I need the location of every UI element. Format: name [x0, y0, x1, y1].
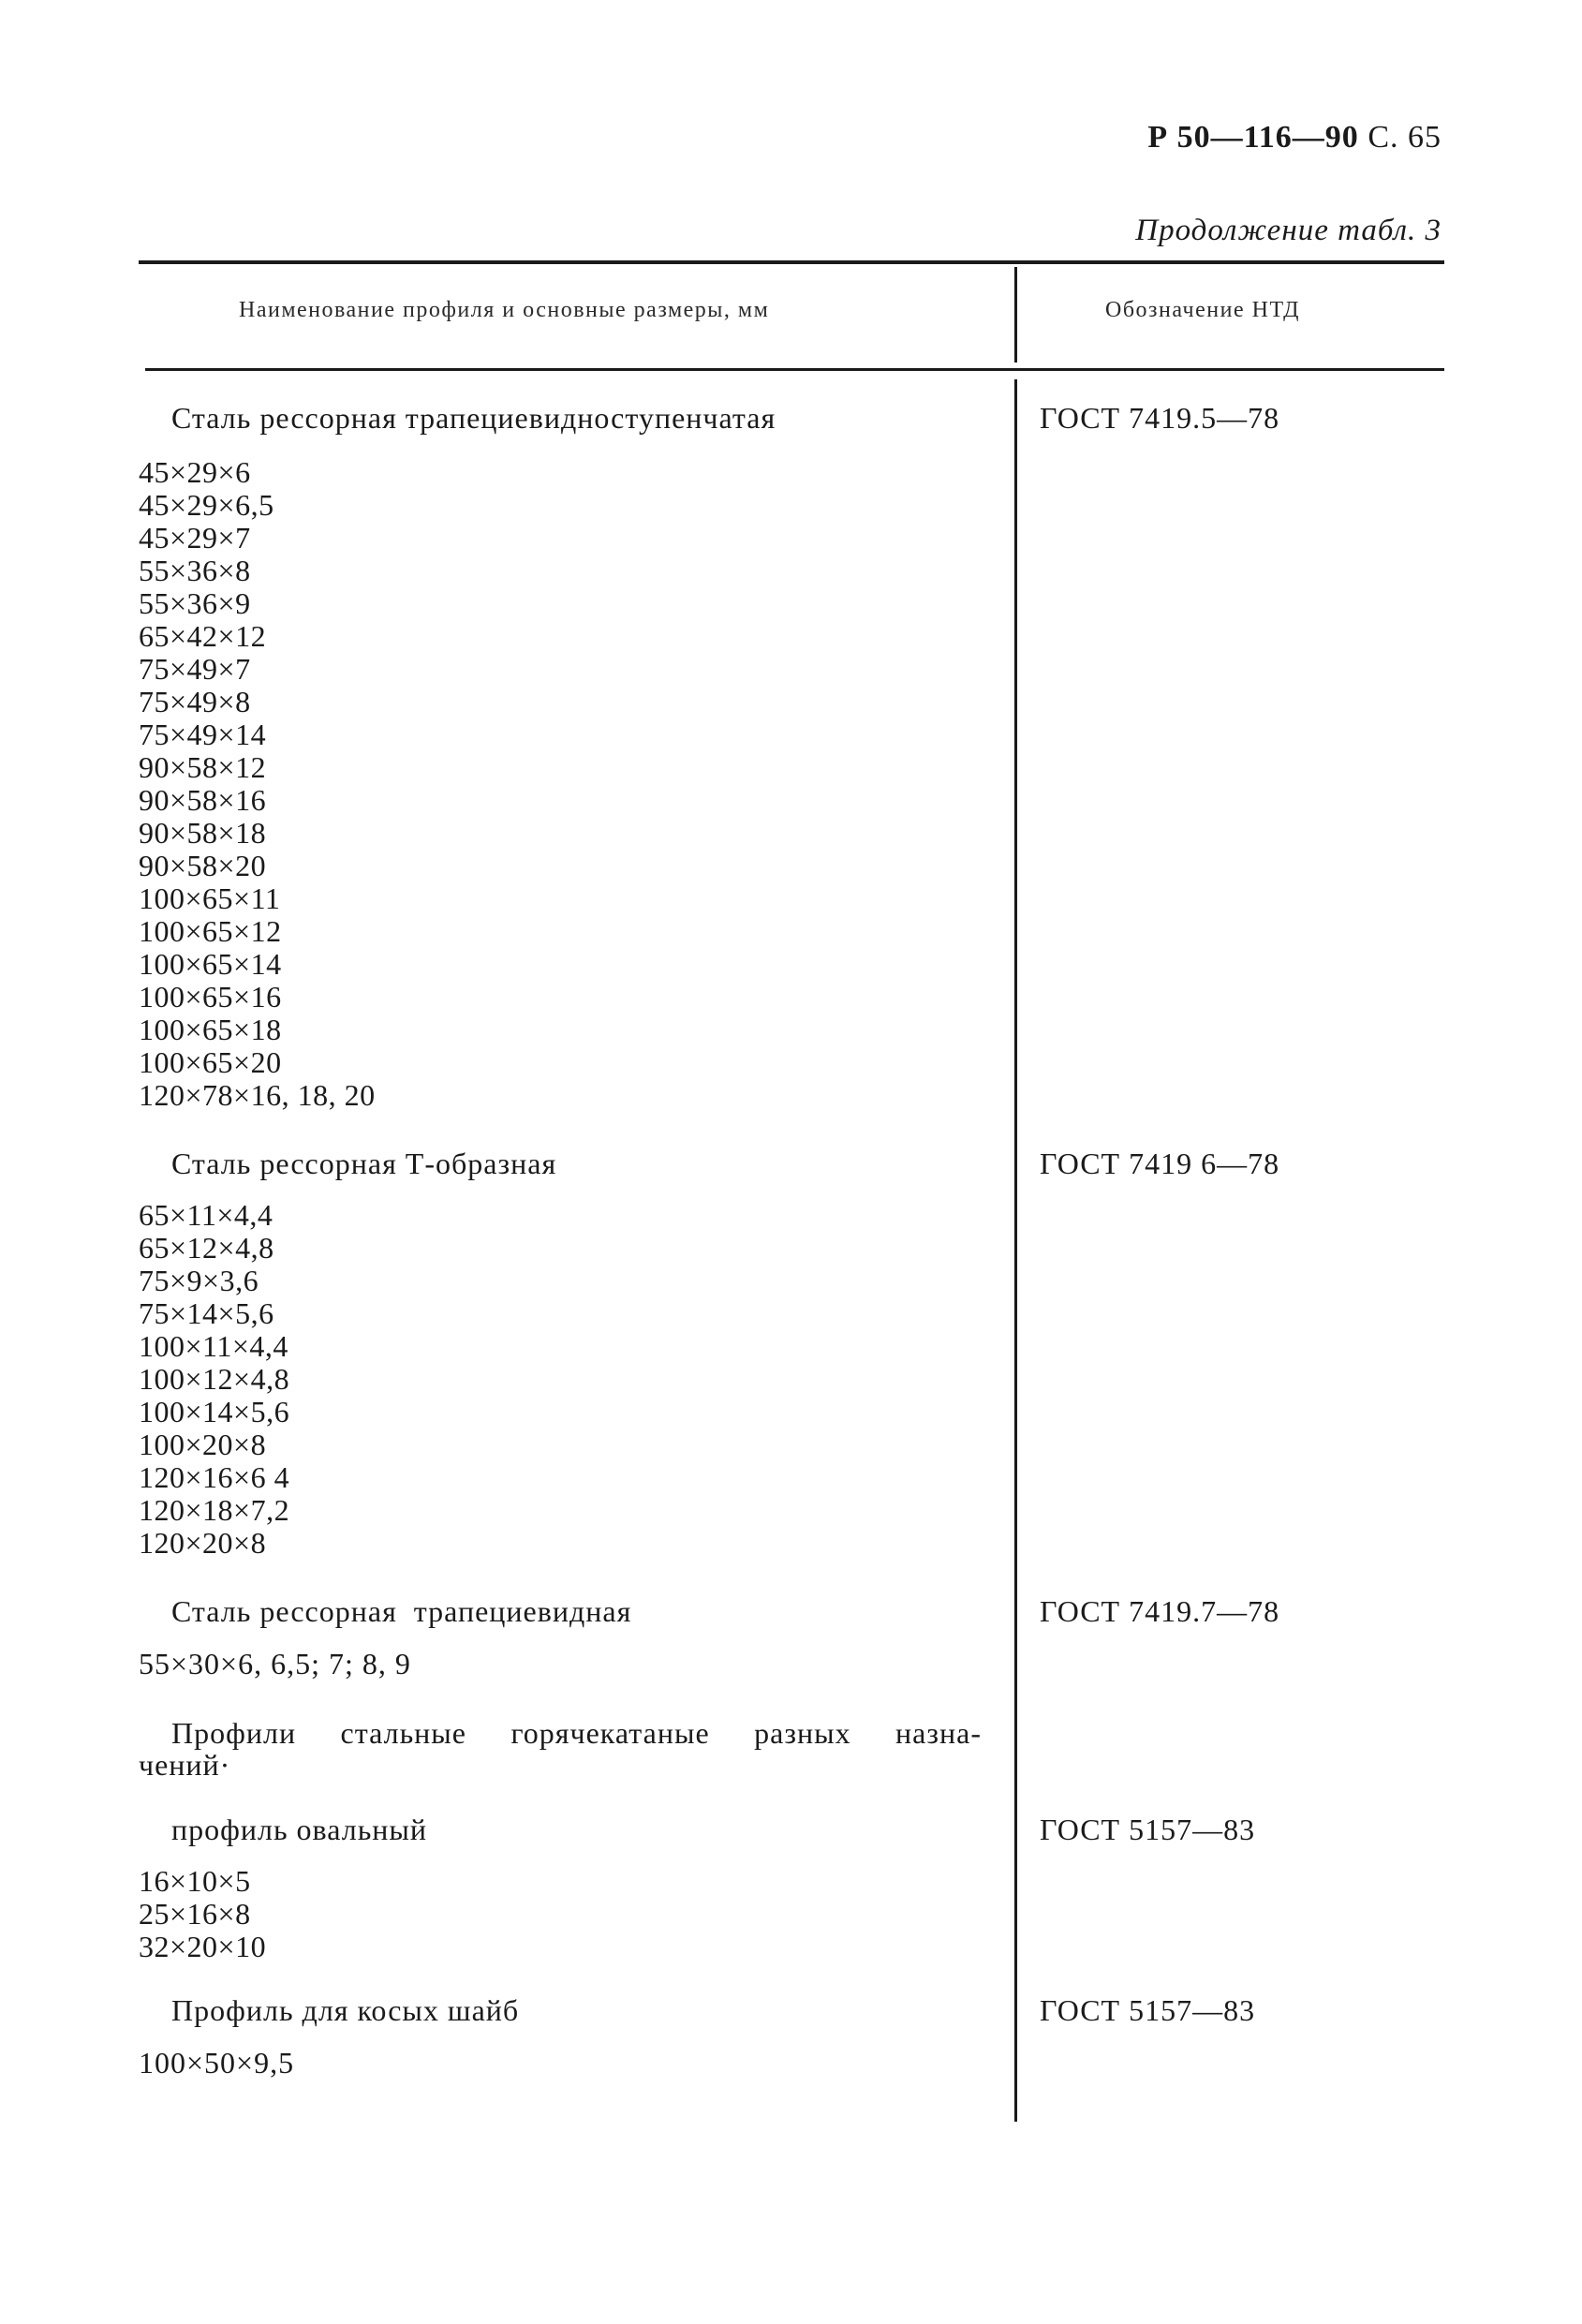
section-ntd-reference: ГОСТ 5157—83 [1040, 1813, 1256, 1846]
size-item: 90×58×12 [139, 750, 267, 784]
size-item: 65×12×4,8 [139, 1231, 274, 1265]
size-item: 100×65×12 [139, 914, 282, 948]
size-item: 75×49×14 [139, 718, 267, 751]
size-list [139, 1865, 266, 1963]
size-item: 120×78×16, 18, 20 [139, 1078, 376, 1112]
size-item: 120×20×8 [139, 1526, 267, 1560]
size-item: 75×49×8 [139, 685, 251, 718]
section-ntd-reference: ГОСТ 7419.5—78 [1040, 401, 1280, 435]
size-item: 55×36×8 [139, 554, 251, 587]
size-item: 75×49×7 [139, 652, 251, 686]
size-list [139, 1199, 289, 1560]
size-item: 100×65×20 [139, 1045, 282, 1079]
size-item: 100×12×4,8 [139, 1362, 290, 1396]
size-item: 90×58×16 [139, 783, 267, 817]
size-item: 16×10×5 [139, 1864, 251, 1898]
section-title: профиль овальный [171, 1813, 428, 1846]
size-item: 65×42×12 [139, 619, 267, 653]
section-title: Профиль для косых шайб [171, 1993, 520, 2027]
size-item: 100×65×16 [139, 980, 282, 1014]
size-item: 45×29×6 [139, 455, 251, 489]
size-item: 90×58×18 [139, 816, 267, 850]
group-title: Профили стальные горячекатаные разных назна- [171, 1716, 982, 1750]
section-title: Сталь рессорная трапециевидная [171, 1594, 632, 1628]
column-header-ntd: Обозначение НТД [1105, 298, 1300, 322]
size-item: 100×65×18 [139, 1013, 282, 1046]
size-item: 100×65×11 [139, 881, 281, 915]
size-item: 120×16×6 4 [139, 1460, 290, 1494]
size-item: 75×9×3,6 [139, 1264, 259, 1297]
body-column-separator [1014, 379, 1017, 2122]
document-number: Р 50—116—90 [1147, 120, 1359, 155]
size-item: 55×30×6, 6,5; 7; 8, 9 [139, 1647, 411, 1680]
size-item: 100×65×14 [139, 947, 282, 981]
table-caption: Продолжение табл. 3 [1135, 214, 1442, 247]
table-top-rule [139, 260, 1444, 264]
size-item: 90×58×20 [139, 849, 267, 882]
section-ntd-reference: ГОСТ 5157—83 [1040, 1993, 1256, 2027]
size-item: 45×29×7 [139, 521, 251, 555]
size-item: 65×11×4,4 [139, 1198, 274, 1232]
group-title-continuation: чений· [139, 1748, 231, 1782]
size-item: 45×29×6,5 [139, 488, 274, 522]
size-item: 120×18×7,2 [139, 1493, 290, 1527]
header-column-separator [1014, 267, 1017, 363]
page-header [1147, 120, 1442, 155]
page-number: С. 65 [1368, 120, 1442, 155]
size-list [139, 456, 376, 1112]
section-ntd-reference: ГОСТ 7419.7—78 [1040, 1594, 1280, 1628]
size-item: 100×11×4,4 [139, 1329, 288, 1363]
size-item: 32×20×10 [139, 1930, 267, 1963]
size-item: 100×14×5,6 [139, 1395, 290, 1428]
size-item: 55×36×9 [139, 586, 251, 620]
column-header-name: Наименование профиля и основные размеры, мм [239, 298, 770, 322]
size-item: 25×16×8 [139, 1897, 251, 1931]
table-header-rule [145, 368, 1444, 371]
size-item: 100×20×8 [139, 1428, 267, 1461]
size-item: 75×14×5,6 [139, 1296, 274, 1330]
section-ntd-reference: ГОСТ 7419 6—78 [1040, 1147, 1280, 1180]
size-item: 100×50×9,5 [139, 2046, 295, 2080]
section-title: Сталь рессорная трапециевидноступенчатая [171, 401, 776, 435]
section-title: Сталь рессорная Т-образная [171, 1147, 557, 1180]
